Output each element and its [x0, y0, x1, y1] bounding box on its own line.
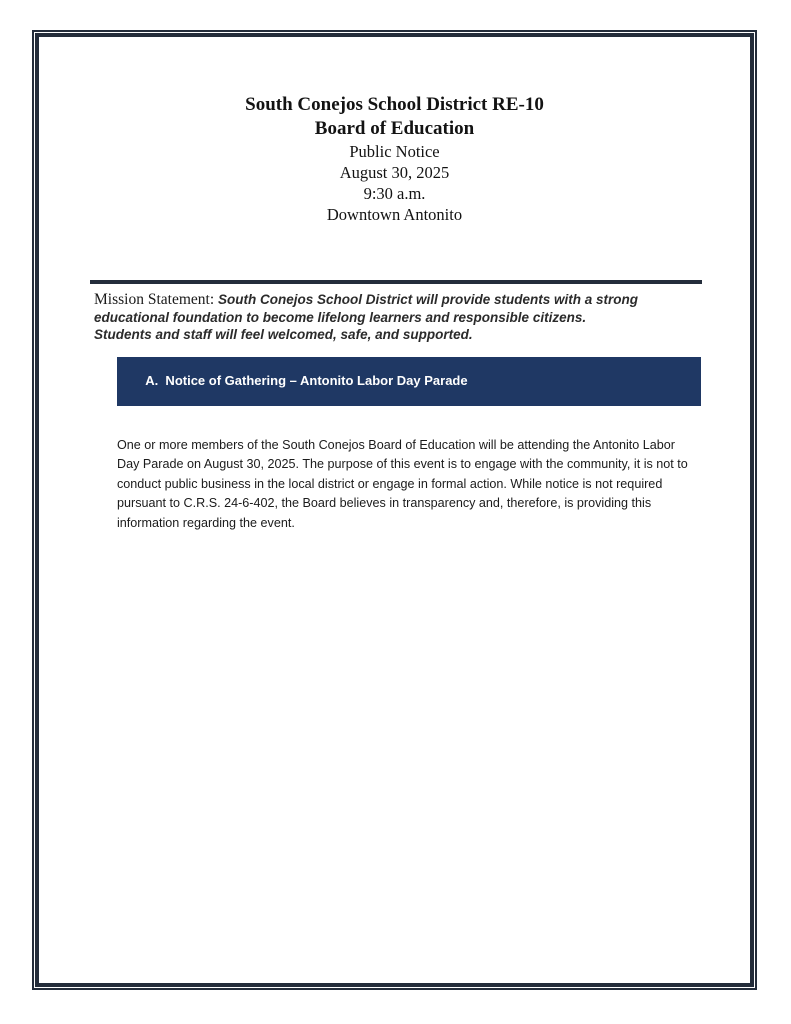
mission-label: Mission Statement: [94, 291, 215, 308]
event-time: 9:30 a.m. [363, 184, 426, 203]
event-date: August 30, 2025 [339, 163, 450, 182]
page-border-frame-inner [35, 33, 754, 987]
divider-rule [90, 280, 702, 284]
body-paragraph: One or more members of the South Conejos Board of Education will be attending the Antonito Labor Day Parade on August 30, 2025. The purpose of this event is to engage with the community, it is not to conduct public business in the local district or engage in formal action. While notice is not required pursuant to C.R.S. 24-6-402, the Board believes in transparency and, therefore, is providing this information regarding the event. [117, 437, 688, 530]
document-title: South Conejos School District RE-10 [245, 94, 544, 115]
page-border-frame [32, 30, 757, 990]
mission-statement [94, 291, 706, 344]
mission-text-line1: South Conejos School District will provide students with a strong educational foundation to become lifelong learners and responsible citizens. [94, 292, 639, 325]
document-subtitle: Board of Education [314, 118, 475, 139]
mission-text-line2: Students and staff will feel welcomed, safe, and supported. [94, 327, 473, 342]
section-heading: A. Notice of Gathering – Antonito Labor Day Parade [145, 372, 468, 388]
section-heading-bar [117, 357, 701, 406]
event-location: Downtown Antonito [326, 205, 463, 224]
document-header [39, 37, 750, 225]
notice-type: Public Notice [349, 142, 440, 161]
